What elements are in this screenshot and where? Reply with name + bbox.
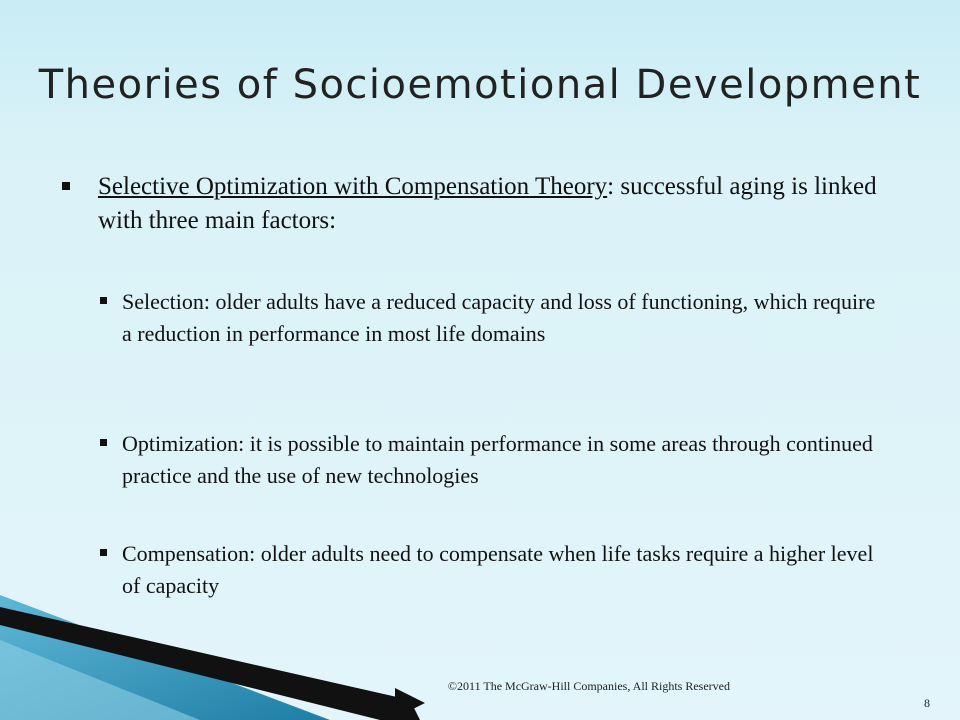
sub-bullet-compensation [100, 538, 880, 602]
bullet-marker [100, 297, 107, 304]
page-number: 8 [924, 696, 930, 710]
sub-bullet-text: Compensation: older adults need to compensate when life tasks require a higher level of capacity [122, 541, 874, 598]
bullet-marker [100, 549, 107, 556]
bullet-marker [100, 439, 107, 446]
theory-term: Selective Optimization with Compensation Theory [98, 173, 608, 200]
slide-title: Theories of Socioemotional Development [38, 62, 922, 108]
sub-bullet-text: Selection: older adults have a reduced capacity and loss of functioning, which require a reduction in performance in most life domains [122, 289, 876, 346]
main-bullet [62, 170, 902, 238]
sub-bullet-text: Optimization: it is possible to maintain performance in some areas through continued practice and the use of new technologies [122, 431, 873, 488]
sub-bullet-optimization [100, 428, 880, 492]
main-bullet-content [98, 170, 902, 238]
bullet-marker [62, 182, 70, 190]
copyright-footer: ©2011 The McGraw-Hill Companies, All Rights Reserved [447, 679, 730, 693]
sub-bullet-selection [100, 286, 880, 350]
main-bullet-text: : successful aging is linked with three main factors: [98, 173, 877, 234]
